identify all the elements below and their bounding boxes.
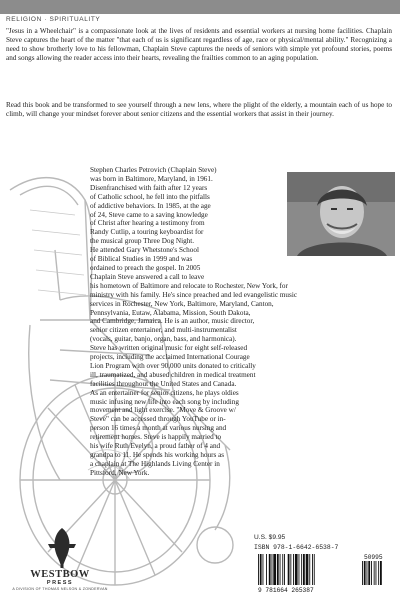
bio-line: the musical group Three Dog Night. <box>90 237 195 246</box>
bio-line: (vocals, guitar, banjo, organ, bass, and harmonica). <box>90 335 237 344</box>
top-bar <box>0 0 400 14</box>
barcode-addon-bar <box>367 561 368 585</box>
publisher-tagline: A DIVISION OF THOMAS NELSON & ZONDERVAN <box>12 587 108 591</box>
barcode-bar <box>290 554 291 585</box>
barcode-addon-bar <box>368 561 370 585</box>
bio-line: Lion Program with over 90,000 units donated to critically <box>90 361 256 370</box>
blurb-paragraph-1: "Jesus in a Wheelchair" is a compassionate look at the lives of residents and essential workers at nursing home facilities. Chaplain Steve captures the heart of the matter "that each of us is significant regardless of age, race or physical/mental ability." Recognizing a need to show brotherly love to his fellowman, Chaplain Steve captures the needs of seniors with simple yet profound stories, poems and songs allowing the reader access into their hearts, revealing the frailties common to an aging population. <box>6 27 392 63</box>
barcode-bar <box>303 554 305 585</box>
bio-line: Chaplain Steve answered a call to leave <box>90 272 205 281</box>
bio-line: Stephen Charles Petrovich (Chaplain Steve) <box>90 166 217 174</box>
publisher-name: WESTBOW <box>30 569 90 580</box>
barcode-bar <box>306 554 309 585</box>
barcode-addon-bar <box>364 561 366 585</box>
bio-line: his wife Ruth Evelyn, a proud father of 4 and <box>90 442 221 451</box>
barcode-bar <box>288 554 290 585</box>
publisher-sub: PRESS <box>46 580 74 586</box>
barcode-bar <box>299 554 300 585</box>
blurb-paragraph-2: Read this book and be transformed to see yourself through a new lens, where the plight of the elderly, a mountain each of us hope to climb, will change your mindset forever about senior citizens and the essential workers that assist in their journey. <box>6 101 392 119</box>
bio-line: music infusing new life into each song by including <box>90 397 239 406</box>
bio-line: services in Rochester, New York, Baltimore, Maryland, Canton, <box>90 299 274 308</box>
bio-line: of Biblical Studies in 1999 and was <box>90 255 193 264</box>
barcode-addon-bar <box>371 561 372 585</box>
bio-line: person 16 times a month at various nursing and <box>90 424 227 433</box>
barcode-bar <box>269 554 271 585</box>
bio-line: movement and light exercise. "Move & Groove w/ <box>90 406 236 415</box>
bio-line: projects, including the acclaimed International Courage <box>90 353 250 362</box>
barcode-addon-number: 50995 <box>364 554 383 561</box>
barcode-bar <box>266 554 267 585</box>
isbn-label: ISBN 978-1-6642-6538-7 <box>254 544 339 551</box>
bio-line: ministry with his family. He's since preached and led evangelistic music <box>90 290 298 299</box>
bio-line: Randy Cutlip, a touring keyboardist for <box>90 228 204 237</box>
bio-line: his hometown of Baltimore and relocate to Rochester, New York, for <box>90 281 288 290</box>
barcode-bar <box>312 554 313 585</box>
bio-line: Pennsylvania, Eutaw, Alabama, Mission, South Dakota, <box>90 308 251 317</box>
bio-line: and Cambridge, Jamaica. He is an author, music director, <box>90 317 255 326</box>
bio-line: of addictive behaviors. In 1985, at the age <box>90 201 211 210</box>
barcode-bar <box>314 554 315 585</box>
bio-line: of Christ after hearing a testimony from <box>90 219 205 228</box>
barcode-addon-bar <box>362 561 363 585</box>
bio-line: of Catholic school, he fell into the pitfalls <box>90 192 210 201</box>
barcode-number: 9 781664 265387 <box>258 587 314 594</box>
barcode-addon-bar <box>380 561 382 585</box>
price-label: U.S. $9.95 <box>254 534 286 541</box>
barcode-addon-bar <box>378 561 379 585</box>
barcode-addon-bar <box>376 561 377 585</box>
barcode-bar <box>295 554 298 585</box>
barcode-bar <box>277 554 279 585</box>
bio-line: He attended Gary Whetstone's School <box>90 246 199 255</box>
bio-line: Steve has written original music for eight self-released <box>90 344 248 353</box>
barcode-bar <box>284 554 285 585</box>
barcode-bar <box>258 554 259 585</box>
barcode-bar <box>293 554 294 585</box>
bio-line: ill, traumatized, and abused children in medical treatment <box>90 370 256 379</box>
bio-line: facilities throughout the United States and Canada. <box>90 379 237 388</box>
bio-line: Disenfranchised with faith after 12 years <box>90 183 208 192</box>
bio-line: retirement homes. Steve is happily married to <box>90 433 222 442</box>
author-bio <box>90 166 390 478</box>
isbn-barcode <box>254 552 394 594</box>
bio-line: Pittsford, New York. <box>90 468 150 477</box>
bio-line: grandpa to 11. He spends his working hours as <box>90 451 225 459</box>
barcode-addon-bar <box>374 561 375 585</box>
barcode-bar <box>282 554 283 585</box>
barcode-bar <box>273 554 276 585</box>
bio-line: of 24, Steve came to a saving knowledge <box>90 210 208 219</box>
bio-line: Steve" can be accessed through YouTube or in- <box>90 415 226 424</box>
barcode-bar <box>263 554 264 585</box>
category-label: RELIGION · SPIRITUALITY <box>6 16 101 23</box>
barcode-bar <box>260 554 262 585</box>
bio-line: ordained to preach the gospel. In 2005 <box>90 263 201 272</box>
barcode-bar <box>309 554 310 585</box>
barcode-bar <box>280 554 281 585</box>
bio-line: As an entertainer for senior citizens, he plays oldies <box>90 388 239 397</box>
barcode-bar <box>272 554 273 585</box>
bio-line: was born in Baltimore, Maryland, in 1961. <box>90 174 213 183</box>
bio-line: a chaplain at The Highlands Living Center in <box>90 459 220 468</box>
barcode-bar <box>301 554 302 585</box>
bio-line: senior citizen entertainer, and multi-instrumentalist <box>90 326 237 335</box>
